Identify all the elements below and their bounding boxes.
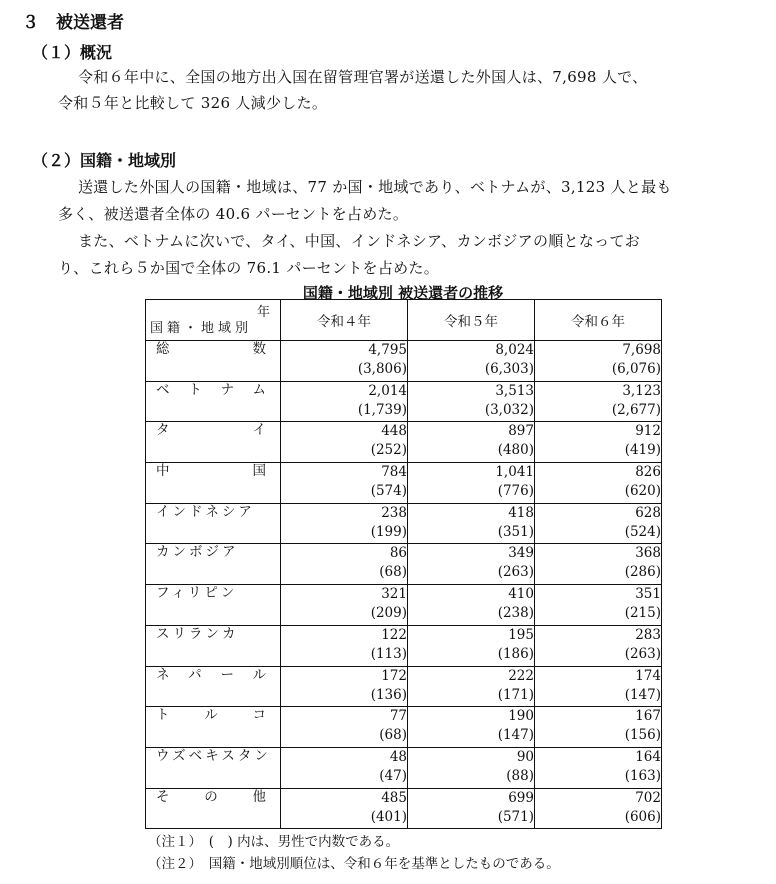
row-label-text: その他 [156,788,266,805]
row-label [146,341,281,382]
male-value: (286) [624,564,661,581]
male-value: (68) [379,564,407,581]
value-cell [535,747,662,788]
table-corner-header [146,300,281,341]
total-value: 702 [635,789,661,806]
row-label [146,707,281,748]
row-label [146,463,281,504]
total-value: 164 [635,748,661,765]
total-value: 7,698 [622,342,661,358]
male-value: (263) [497,564,534,581]
year-header: 令和４年 [281,300,408,341]
male-value: (163) [624,767,661,784]
male-value: (1,739) [357,401,407,418]
value-cell [281,544,408,585]
row-label [146,666,281,707]
total-value: 3,123 [622,382,661,399]
total-value: 238 [381,504,407,521]
value-cell [408,625,535,666]
subsection-heading-nationality: （２）国籍・地域別 [32,151,177,170]
total-value: 826 [635,464,661,481]
value-cell [408,747,535,788]
total-value: 172 [381,667,407,684]
value-cell [281,788,408,829]
value-cell [281,585,408,626]
table-caption: 国籍・地域別 被送還者の推移 [302,284,504,302]
total-value: 628 [635,504,661,521]
row-label-text: スリランカ [156,625,239,642]
total-value: 190 [508,708,534,725]
male-value: (6,303) [484,361,534,377]
total-value: 699 [508,789,534,806]
total-value: 784 [381,464,407,481]
nationality-line-4: り、これら５か国で全体の 76.1 パーセントを占めた。 [58,259,440,277]
nationality-line-3: また、ベトナムに次いで、タイ、中国、インドネシア、カンボジアの順となってお [78,232,641,250]
total-value: 2,014 [368,382,407,399]
table-row [146,381,662,422]
total-value: 283 [635,626,661,643]
value-cell [535,625,662,666]
row-label-text: ネパール [156,666,266,683]
table-row [146,788,662,829]
overview-line-1: 令和６年中に、全国の地方出入国在留管理官署が送還した外国人は、7,698 人で、 [78,68,648,86]
row-label [146,585,281,626]
total-value: 418 [508,504,534,521]
value-cell [535,707,662,748]
male-value: (524) [624,523,661,540]
value-cell [408,463,535,504]
table-row [146,625,662,666]
total-value: 174 [635,667,661,684]
value-cell [281,707,408,748]
table-row [146,666,662,707]
male-value: (215) [624,605,661,622]
corner-year-label: 年 [256,305,270,320]
note-1: （注１） ( ) 内は、男性で内数である。 [148,834,400,850]
male-value: (776) [497,483,534,500]
male-value: (186) [497,645,534,662]
male-value: (209) [370,605,407,622]
total-value: 90 [516,748,534,765]
value-cell [535,503,662,544]
male-value: (2,677) [611,401,661,418]
value-cell [535,788,662,829]
value-cell [535,544,662,585]
value-cell [535,381,662,422]
male-value: (156) [624,727,661,744]
total-value: 321 [381,586,407,603]
male-value: (574) [370,483,407,500]
value-cell [535,422,662,463]
row-label-text: トルコ [156,707,266,724]
value-cell [408,544,535,585]
total-value: 410 [508,586,534,603]
table-row [146,585,662,626]
subsection-heading-overview: （１）概況 [32,43,113,62]
male-value: (3,032) [484,401,534,418]
section-heading: ３ 被送還者 [22,13,124,33]
total-value: 1,041 [495,464,534,481]
value-cell [535,666,662,707]
male-value: (147) [624,686,661,703]
total-value: 351 [635,586,661,603]
male-value: (351) [497,523,534,540]
male-value: (252) [370,442,407,459]
row-label-text: 中国 [156,463,266,480]
value-cell [408,341,535,382]
value-cell [281,503,408,544]
table-row [146,747,662,788]
note-2: （注２） 国籍・地域別順位は、令和６年を基準としたものである。 [148,856,560,872]
table-row [146,503,662,544]
male-value: (606) [624,808,661,825]
male-value: (88) [506,767,534,784]
value-cell [408,422,535,463]
total-value: 368 [635,545,661,562]
male-value: (47) [379,767,407,784]
male-value: (6,076) [611,361,661,377]
total-value: 349 [508,545,534,562]
male-value: (171) [497,686,534,703]
total-value: 122 [381,626,407,643]
male-value: (571) [497,808,534,825]
table-row [146,463,662,504]
value-cell [281,463,408,504]
total-value: 897 [508,423,534,440]
total-value: 8,024 [495,342,534,358]
male-value: (3,806) [357,361,407,377]
row-label-text: タイ [156,422,266,439]
table-row [146,707,662,748]
male-value: (113) [370,645,407,662]
table-row [146,422,662,463]
corner-nationality-label: 国籍・地域別 [150,321,253,336]
male-value: (68) [379,727,407,744]
value-cell [281,422,408,463]
value-cell [535,463,662,504]
row-label [146,544,281,585]
value-cell [281,381,408,422]
male-value: (263) [624,645,661,662]
value-cell [408,503,535,544]
male-value: (238) [497,605,534,622]
total-value: 912 [635,423,661,440]
value-cell [281,341,408,382]
male-value: (620) [624,483,661,500]
total-value: 222 [508,667,534,684]
row-label [146,747,281,788]
total-value: 86 [389,545,407,562]
row-label [146,422,281,463]
row-label-text: フィリピン [156,585,238,602]
total-value: 195 [508,626,534,643]
value-cell [408,585,535,626]
row-label [146,503,281,544]
value-cell [408,666,535,707]
row-label-text: ベトナム [156,381,266,398]
male-value: (199) [370,523,407,540]
male-value: (480) [497,442,534,459]
table-row [146,544,662,585]
total-value: 3,513 [495,382,534,399]
row-label-text: ウズベキスタン [156,747,271,764]
value-cell [535,585,662,626]
row-label [146,625,281,666]
year-header: 令和６年 [535,300,662,341]
overview-line-2: 令和５年と比較して 326 人減少した。 [58,94,328,112]
value-cell [408,788,535,829]
row-label [146,788,281,829]
value-cell [408,707,535,748]
total-value: 48 [389,748,407,765]
table-row [146,341,662,382]
male-value: (136) [370,686,407,703]
male-value: (401) [370,808,407,825]
value-cell [535,341,662,382]
row-label-text: インドネシア [156,503,255,520]
male-value: (147) [497,727,534,744]
nationality-line-1: 送還した外国人の国籍・地域は、77 か国・地域であり、ベトナムが、3,123 人と最も [78,178,672,196]
total-value: 448 [381,423,407,440]
value-cell [281,666,408,707]
value-cell [281,625,408,666]
male-value: (419) [624,442,661,459]
year-header: 令和５年 [408,300,535,341]
deportees-table [145,299,662,829]
row-label-text: カンボジア [156,544,239,561]
row-label-text: 総数 [156,341,266,357]
value-cell [281,747,408,788]
row-label [146,381,281,422]
total-value: 485 [381,789,407,806]
total-value: 4,795 [368,342,407,358]
total-value: 167 [635,708,661,725]
nationality-line-2: 多く、被送還者全体の 40.6 パーセントを占めた。 [58,205,409,223]
value-cell [408,381,535,422]
total-value: 77 [389,708,407,725]
